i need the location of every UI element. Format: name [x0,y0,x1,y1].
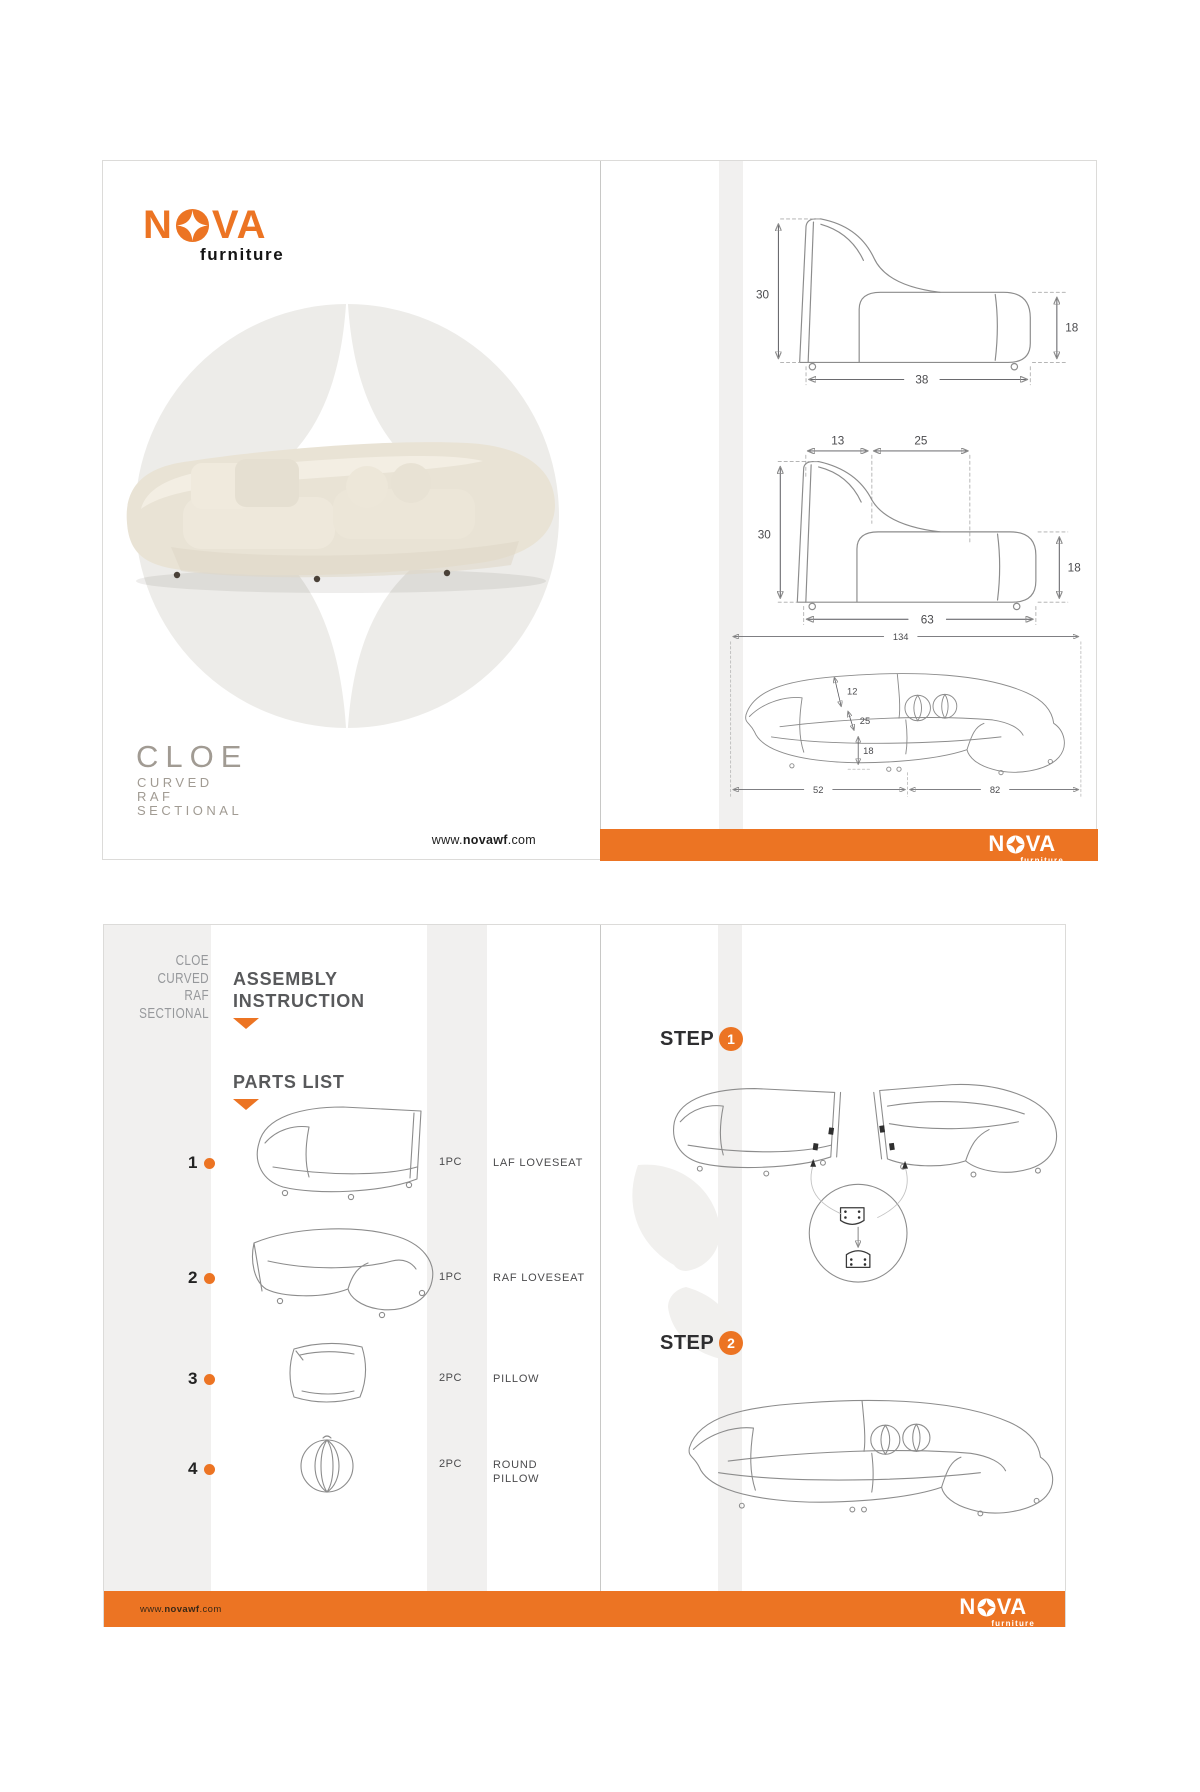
cover-spec-page [102,160,1097,865]
step1-label [660,1027,743,1051]
step-number-badge: 1 [719,1027,743,1051]
step2-diagram [649,1367,1079,1527]
step-number-badge: 2 [719,1331,743,1355]
part-number: 4 [188,1459,198,1478]
website-suffix: .com [199,1604,222,1615]
brand-letter-n: N [988,831,1005,856]
dim-back-width-b: 13 [831,434,845,448]
orange-dot-icon [204,1464,215,1475]
parts-list-title: PARTS LIST [233,1072,345,1092]
assembly-page [103,924,1066,1627]
dim-width-c: 134 [892,632,909,642]
sidebar-product-name [104,952,209,1022]
triangle-down-icon [233,1018,259,1029]
dim-seat-height-c: 18 [863,745,874,756]
footer-bar [600,829,1098,865]
footer-bar [104,1591,1065,1627]
website-prefix: www. [431,833,463,847]
product-title: CLOE [136,739,249,774]
product-subtitle-line: CURVED [137,775,213,790]
part-name: ROUND PILLOW [493,1459,540,1485]
part-name: LAF LOVESEAT [493,1157,584,1169]
step1-diagram [649,1061,1079,1291]
part-qty: 1PC [439,1156,462,1168]
brand-wordmark [143,203,284,248]
dim-height-b: 30 [757,528,771,542]
orange-dot-icon [204,1158,215,1169]
footer-brand-logo [988,831,1064,865]
part-number: 1 [188,1153,198,1172]
dim-right-c: 82 [989,785,1001,795]
page-fold-divider [600,161,601,829]
assembly-heading [233,969,365,1029]
sidebar-line: RAF [184,987,209,1004]
orange-dot-icon [204,1273,215,1284]
orange-dot-icon [204,1374,215,1385]
dim-depth-a: 38 [915,373,929,387]
dim-back-c: 12 [847,686,858,697]
website-url [432,833,536,847]
assembly-title-line2: INSTRUCTION [233,990,365,1011]
part-drawing-pillow [280,1333,375,1413]
accent-stripe [104,925,211,1591]
sidebar-line: CLOE [175,952,209,969]
part-qty: 2PC [439,1458,462,1470]
dimension-diagram-side-a [731,203,1083,389]
dim-depth-b: 63 [920,613,934,627]
dimension-diagram-side-b [731,419,1083,632]
website-bold: novawf [164,1604,200,1615]
brand-letter-va: VA [996,1594,1027,1619]
dim-height-a: 30 [755,288,769,302]
part-row-number [188,1369,215,1389]
brand-letter-n: N [959,1594,976,1619]
brand-tagline: furniture [991,1619,1035,1628]
nova-star-icon [175,208,210,243]
brand-tagline: furniture [1020,856,1064,865]
part-drawing-round-pillow [292,1428,362,1503]
brand-letter-n: N [143,203,173,247]
brand-tagline: furniture [200,245,285,264]
product-subtitle-line: SECTIONAL [137,803,243,818]
dim-seat-height-b: 18 [1067,561,1081,575]
part-qty: 1PC [439,1271,462,1283]
part-name: PILLOW [493,1373,540,1385]
part-drawing-laf-loveseat [239,1083,429,1208]
sidebar-line: CURVED [157,969,209,987]
part-name: RAF LOVESEAT [493,1272,585,1284]
brand-letter-va: VA [211,203,267,247]
step2-label [660,1331,743,1355]
footer-brand-logo [959,1594,1035,1628]
part-drawing-raf-loveseat [232,1213,442,1325]
product-photo [111,423,563,601]
part-number: 2 [188,1268,198,1287]
dim-depth-c: 25 [859,716,871,727]
dim-seat-height-a: 18 [1065,321,1079,335]
brand-logo [143,203,284,265]
nova-star-icon [1006,835,1025,854]
dim-seat-width-b: 25 [914,434,928,448]
part-row-number [188,1268,215,1288]
assembly-title-line1: ASSEMBLY [233,969,338,989]
nova-star-icon [977,1598,996,1617]
website-suffix: .com [507,833,536,847]
step-word: STEP [660,1027,715,1050]
part-row-number [188,1459,215,1479]
sidebar-line: SECTIONAL [139,1004,209,1022]
part-qty: 2PC [439,1372,462,1384]
dimension-diagram-full [703,623,1095,810]
dim-left-c: 52 [813,785,824,795]
part-row-number [188,1153,215,1173]
footer-website-url [140,1604,222,1615]
product-subtitle-line: RAF [137,789,174,804]
website-bold: novawf [462,833,508,847]
brand-letter-va: VA [1025,831,1056,856]
page-fold-divider [600,925,601,1591]
website-prefix: www. [140,1604,165,1615]
step-word: STEP [660,1331,715,1354]
part-number: 3 [188,1369,198,1388]
